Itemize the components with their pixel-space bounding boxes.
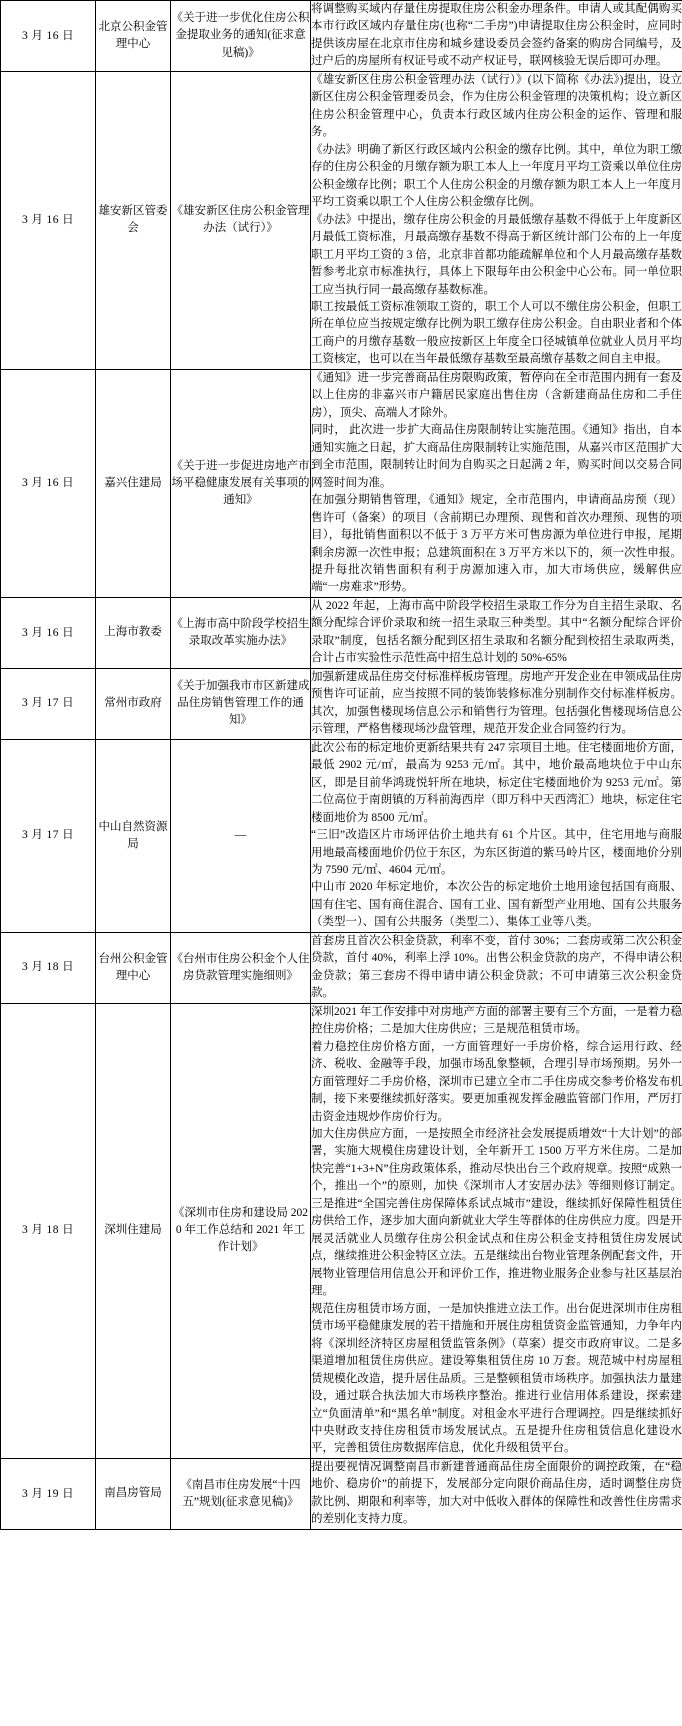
detail-paragraph: 首套房且首次公积金贷款，利率不变，首付 30%；二套房或第二次公积金贷款，首付 40%，利率上浮 10%。出售公积金贷款的房产，不得申请公积金贷款；第三套房不得申请申请公积金贷款；不可申请第三次公积金贷款。 — [311, 934, 682, 1000]
detail-paragraph: 从 2022 年起，上海市高中阶段学校招生录取工作分为自主招生录取、名额分配综合评价录取和统一招生录取三种类型。其中“名额分配综合评价录取”制度，包括名额分配到区招生录取和名额分配到校招生录取两类，合计占市实验性示范性高中招生总计划的 50%-65% — [311, 599, 682, 665]
cell-detail — [311, 597, 682, 668]
cell-detail — [311, 71, 682, 369]
cell-organization: 雄安新区管委会 — [96, 71, 171, 369]
detail-paragraph: 此次公布的标定地价更新结果共有 247 宗项目土地。住宅楼面地价方面，最低 2902 元/㎡，最高为 9253 元/㎡。其中，地价最高地块位于中山东区，即是目前华鸿珑悦轩所在地块，标定住宅楼面地价为 9253 元/㎡。第二位高位于南朗镇的万科前海西岸（即万科中天西湾汇）地块，标定住宅楼面地价为 8500 元/㎡。 — [311, 741, 682, 824]
cell-date: 3 月 16 日 — [1, 597, 96, 668]
cell-organization: 常州市政府 — [96, 668, 171, 739]
table-row — [1, 932, 682, 1003]
detail-paragraph: 着力稳控住房价格方面，一方面管理好一手房价格，综合运用行政、经济、税收、金融等手段，加强市场乱象整顿，合理引导市场预期。另外一方面管理好二手房价格，深圳市已建立全市二手住房成交参考价格发布机制，接下来要继续抓好落实。要更加重视发挥金融监管部门作用，严厉打击资金违规炒作房价行为。 — [311, 1040, 682, 1123]
cell-organization: 台州公积金管理中心 — [96, 932, 171, 1003]
cell-document-title: 《台州市住房公积金个人住房贷款管理实施细则》 — [171, 932, 311, 1003]
cell-detail — [311, 739, 682, 932]
cell-organization: 上海市教委 — [96, 597, 171, 668]
detail-paragraph: 《雄安新区住房公积金管理办法（试行）》(以下简称《办法》)提出，设立新区住房公积金管理委员会，作为住房公积金管理的决策机构；设立新区住房公积金管理中心，负责本行政区域内住房公积金的运作、管理和服务。 — [311, 73, 682, 139]
detail-paragraph: 深圳2021 年工作安排中对房地产方面的部署主要有三个方面，一是着力稳控住房价格；二是加大住房供应；三是规范租赁市场。 — [311, 1005, 682, 1036]
cell-document-title: 《雄安新区住房公积金管理办法（试行）》 — [171, 71, 311, 369]
cell-document-title: 《关于加强我市市区新建成品住房销售管理工作的通知》 — [171, 668, 311, 739]
table-row — [1, 369, 682, 597]
cell-document-title: 《南昌市住房发展“十四五”规划(征求意见稿)》 — [171, 1458, 311, 1529]
table-row — [1, 739, 682, 932]
cell-organization: 深圳住建局 — [96, 1003, 171, 1458]
cell-document-title: 《上海市高中阶段学校招生录取改革实施办法》 — [171, 597, 311, 668]
cell-organization: 南昌房管局 — [96, 1458, 171, 1529]
detail-paragraph: 在加强分期销售管理，《通知》规定，全市范围内，申请商品房预（现）售许可（备案）的项目（含前期已办理预、现售和首次办理预、现售的项目），每批销售面积以不低于 3 万平方米可售房源为单位进行申报，尾期剩余房源一次性申报；总建筑面积在 3 万平方米以下的，须一次性申报。提升每批次销售面积有利于房源加速入市，加大市场供应，缓解供应端“一房难求”形势。 — [311, 494, 682, 594]
detail-paragraph: 规范住房租赁市场方面，一是加快推进立法工作。出台促进深圳市住房租赁市场平稳健康发展的若干措施和开展住房租赁资金监管通知，力争年内将《深圳经济特区房屋租赁监管条例》（草案）提交市政府审议。二是多渠道增加租赁住房供应。建设筹集租赁住房 10 万套。规范城中村房屋租赁规模化改造，提升居住品质。三是整顿租赁市场秩序。加强执法力量建设，通过联合执法加大市场秩序整治。推进行业信用体系建设，探索建立“负面清单”和“黑名单”制度。对租金水平进行合理调控。四是继续抓好中央财政支持住房租赁市场发展试点。五是提升住房租赁信息化建设水平，完善租赁住房数据库信息，优化升级租赁平台。 — [311, 1302, 682, 1455]
table-row — [1, 668, 682, 739]
detail-paragraph: 提出要视情况调整南昌市新建普通商品住房全面限价的调控政策，在“稳地价、稳房价”的前提下，发展部分定向限价商品住房，适时调整住房贷款比例、期限和利率等，加大对中低收入群体的保障性和改善性住房需求的差别化支持力度。 — [311, 1460, 682, 1526]
cell-date: 3 月 17 日 — [1, 739, 96, 932]
detail-paragraph: 加大住房供应方面，一是按照全市经济社会发展提质增效“十大计划”的部署，实施大规模住房建设计划，全年新开工 1500 万平方米住房。二是加快完善“1+3+N”住房政策体系，推动尽快出台三个政府规章。按照“成熟一个，推出一个”的原则，加快《深圳市人才安居办法》等细则修订制定。三是推进“全国完善住房保障体系试点城市”建设，继续抓好保障性租赁住房供给工作，逐步加大面向新就业大学生等群体的住房供应力度。四是开展灵活就业人员缴存住房公积金试点和住房公积金支持租赁住房发展试点，继续推进公积金特区立法。五是继续出台物业管理条例配套文件，开展物业管理信用信息公开和评价工作，推进物业服务企业参与社区基层治理。 — [311, 1128, 682, 1298]
cell-detail — [311, 1458, 682, 1529]
detail-paragraph: 《办法》中提出，缴存住房公积金的月最低缴存基数不得低于上年度新区月最低工资标准，月最高缴存基数不得高于新区统计部门公布的上一年度职工月平均工资的 3 倍，北京非首都功能疏解单位和个人月最高缴存基数暂参考北京市标准执行，具体上下限每年由公积金中心公布。同一单位职工应当执行同一最高缴存基数标准。 — [311, 213, 682, 296]
policy-table-body — [1, 1, 682, 1530]
cell-date: 3 月 16 日 — [1, 71, 96, 369]
detail-paragraph: 将调整购买域内存量住房提取住房公积金办理条件。申请人或其配偶购买本市行政区域内存量住房(也称“二手房”)申请提取住房公积金时，应同时提供该房屋在北京市住房和城乡建设委员会签约备案的购房合同编号，及过户后的房屋所有权证号或不动产权证号，联网核验无误后即可办理。 — [311, 3, 682, 68]
table-row — [1, 1458, 682, 1529]
cell-document-title: 《关于进一步促进房地产市场平稳健康发展有关事项的通知》 — [171, 369, 311, 597]
cell-detail — [311, 1003, 682, 1458]
cell-document-title: — — [171, 739, 311, 932]
cell-date: 3 月 16 日 — [1, 1, 96, 72]
cell-date: 3 月 18 日 — [1, 932, 96, 1003]
detail-paragraph: 中山市 2020 年标定地价，本次公告的标定地价土地用途包括国有商服、国有住宅、国有商住混合、国有工业、国有新型产业用地、国有公共服务（类型一）、国有公共服务（类型二）、集体工业等八类。 — [311, 881, 682, 929]
cell-organization: 中山自然资源局 — [96, 739, 171, 932]
cell-detail — [311, 668, 682, 739]
cell-date: 3 月 16 日 — [1, 369, 96, 597]
table-row — [1, 1003, 682, 1458]
detail-paragraph: 《通知》进一步完善商品住房限购政策，暂停向在全市范围内拥有一套及以上住房的非嘉兴市户籍居民家庭出售住房（含新建商品住房和二手住房），顶尖、高端人才除外。 — [311, 371, 682, 419]
detail-paragraph: 加强新建成品住房交付标准样板房管理。房地产开发企业在申领成品住房预售许可证前，应当按照不同的装饰装修标准分别制作交付标准样板房。其次，加强售楼现场信息公示和销售行为管理。包括强化售楼现场信息公示管理，严格售楼现场沙盘管理，规范开发企业合同签约行为。 — [311, 670, 682, 736]
detail-paragraph: 职工按最低工资标准领取工资的，职工个人可以不缴住房公积金，但职工所在单位应当按规定缴存比例为职工缴存住房公积金。自由职业者和个体工商户的月缴存基数一般应按新区上年度全口径城镇单位就业人员月平均工资核定，也可以在当年最低缴存基数至最高缴存基数之间自主申报。 — [311, 300, 682, 366]
cell-organization: 嘉兴住建局 — [96, 369, 171, 597]
table-row — [1, 71, 682, 369]
cell-document-title: 《深圳市住房和建设局 2020 年工作总结和 2021 年工作计划》 — [171, 1003, 311, 1458]
cell-date: 3 月 19 日 — [1, 1458, 96, 1529]
cell-detail — [311, 369, 682, 597]
cell-organization: 北京公积金管理中心 — [96, 1, 171, 72]
table-row — [1, 1, 682, 72]
detail-paragraph: “三旧”改造区片市场评估价土地共有 61 个片区。其中，住宅用地与商服用地最高楼面地价仍位于东区，为东区街道的紫马岭片区，楼面地价分别为 7590 元/㎡、4604 元/㎡。 — [311, 829, 682, 876]
detail-paragraph: 《办法》明确了新区行政区域内公积金的缴存比例。其中，单位为职工缴存的住房公积金的月缴存额为职工本人上一年度月平均工资乘以单位住房公积金缴存比例；职工个人住房公积金的月缴存额为职工本人上一年度月平均工资乘以职工个人住房公积金缴存比例。 — [311, 143, 682, 209]
table-row — [1, 597, 682, 668]
detail-paragraph: 同时， 此次进一步扩大商品住房限制转让实施范围。《通知》指出，自本通知实施之日起，扩大商品住房限制转让实施范围，从嘉兴市区范围扩大到全市范围，限制转让时间为自购买之日起满 2 年，购买时间以交易合同网签时间为准。 — [311, 424, 682, 489]
cell-date: 3 月 18 日 — [1, 1003, 96, 1458]
cell-date: 3 月 17 日 — [1, 668, 96, 739]
cell-document-title: 《关于进一步优化住房公积金提取业务的通知(征求意见稿)》 — [171, 1, 311, 72]
cell-detail — [311, 932, 682, 1003]
cell-detail — [311, 1, 682, 72]
